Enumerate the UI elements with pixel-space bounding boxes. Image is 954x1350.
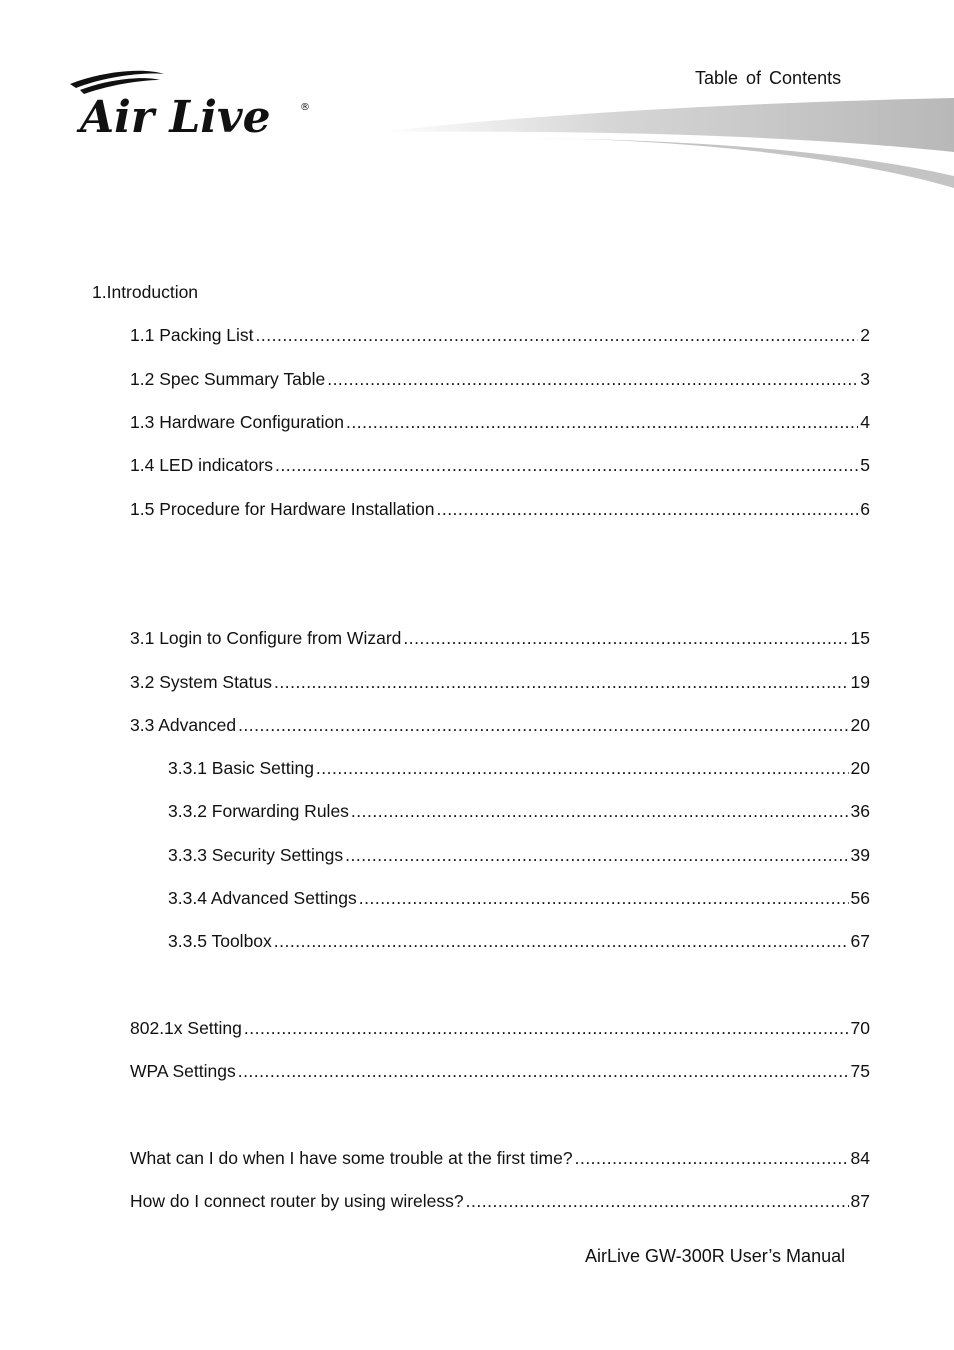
toc-entry[interactable]: 3.2 System Status ..... 19 [130,671,870,693]
toc-entry[interactable]: 802.1x Setting ..... 70 [130,1017,870,1039]
toc-entry[interactable]: 1.3 Hardware Configuration ..... 4 [130,411,870,433]
toc-entry[interactable]: 3.3.3 Security Settings ..... 39 [168,844,870,866]
toc-entry[interactable]: What can I do when I have some trouble at the first time? ..... 84 [130,1147,870,1169]
toc-entry[interactable]: WPA Settings ..... 75 [130,1060,870,1082]
toc-entry[interactable]: 3.3 Advanced ..... 20 [130,714,870,736]
toc-entry[interactable]: 1.2 Spec Summary Table ..... 3 [130,368,870,390]
toc-entry[interactable]: 3.3.1 Basic Setting ..... 20 [168,757,870,779]
toc-section-introduction: 1.Introduction [92,282,199,302]
toc-entry[interactable]: How do I connect router by using wireless? ..... 87 [130,1190,870,1212]
page-footer: AirLive GW-300R User’s Manual [585,1246,846,1266]
toc-entry[interactable]: 3.1 Login to Configure from Wizard ..... 15 [130,627,870,649]
toc-entry[interactable]: 1.5 Procedure for Hardware Installation ..... 6 [130,498,870,520]
svg-text:®: ® [300,102,310,113]
toc-entry[interactable]: 3.3.4 Advanced Settings ..... 56 [168,887,870,909]
toc-entry[interactable]: 1.1 Packing List ..... 2 [130,324,870,346]
svg-text:Air Live: Air Live [80,92,271,138]
toc-entry[interactable]: 3.3.2 Forwarding Rules ..... 36 [168,800,870,822]
toc-entry[interactable]: 1.4 LED indicators ..... 5 [130,454,870,476]
page-header-title: Table of Contents [695,68,842,88]
toc-entry[interactable]: 3.3.5 Toolbox ..... 67 [168,930,870,952]
